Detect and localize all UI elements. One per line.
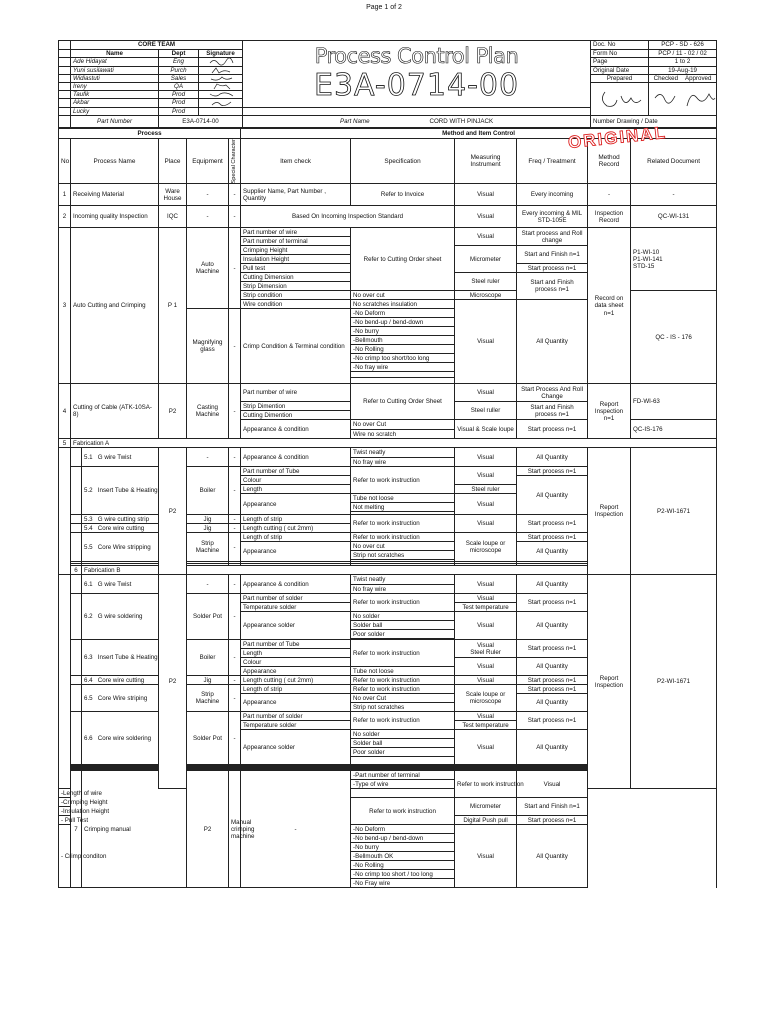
measuring-instrument: Visual — [455, 676, 517, 685]
specification: -No Rolling — [351, 345, 455, 354]
col-specification: Specification — [351, 139, 455, 184]
measuring-instrument: Steel ruller — [455, 402, 517, 420]
original-stamp: ORIGINAL — [567, 122, 668, 153]
equipment: Casting Machine — [187, 384, 229, 439]
item-check: Part number of wire — [241, 384, 351, 402]
special-character: - — [229, 685, 241, 712]
method-record: Report Inspection — [588, 575, 631, 789]
equipment: Manual crimping machine — [229, 771, 241, 888]
part-number-value: E3A-0714-00 — [159, 115, 243, 127]
specification: Refer to Invoice — [351, 184, 455, 206]
frequency: Start and Finish process n=1 — [517, 273, 588, 300]
member-dept: QA — [159, 82, 199, 90]
sub-process: 5.5 Core Wire stripping — [82, 533, 159, 562]
related-document: FD-WI-63 — [631, 384, 717, 420]
special-character: - — [229, 206, 241, 228]
item-check: Length cutting ( cut 2mm) — [241, 676, 351, 685]
item-check: Temperature solder — [241, 603, 351, 612]
col-related-document: Related Document — [631, 139, 717, 184]
specification: -No burry — [351, 327, 455, 336]
specification: No fray wire — [351, 458, 455, 467]
related-document: QC - IS - 176 — [631, 291, 717, 384]
col-signature: Signature — [199, 50, 243, 58]
process-name: Cutting of Cable (ATK-10SA-8) — [71, 384, 159, 439]
specification: No solder — [351, 612, 455, 621]
specification: Refer to work instruction — [351, 685, 455, 694]
frequency: Start and Finish n=1 — [517, 246, 588, 264]
related-document: QC-IS-176 — [631, 420, 717, 439]
equipment: - — [187, 184, 229, 206]
specification: Poor solder — [351, 630, 455, 639]
specification: No fray wire — [351, 585, 455, 594]
item-check: Strip condition — [241, 291, 351, 300]
method-record: - — [588, 184, 631, 206]
item-check: Appearance & condition — [241, 448, 351, 467]
page-label: Page 1 of 2 — [366, 4, 402, 11]
member-dept: Prod — [159, 107, 199, 115]
method-record: Record on data sheet n=1 — [588, 228, 631, 384]
specification: Refer to work instruction — [351, 515, 455, 533]
specification: Strip not scratches — [351, 551, 455, 560]
specification: -Bellmouth OK — [351, 852, 455, 861]
sub-process: 6.5 Core Wire striping — [82, 685, 159, 712]
frequency: All Quantity — [517, 476, 588, 515]
equipment: Auto Machine — [187, 228, 229, 309]
item-check: Cutting Dimension — [241, 273, 351, 282]
member-name: Ade Hidayat — [71, 58, 159, 66]
frequency: Start process n=1 — [517, 685, 588, 694]
col-measuring-instrument: Measuring Instrument — [455, 139, 517, 184]
measuring-instrument: Visual Steel Ruler — [455, 640, 517, 658]
section-fabrication-a: Fabrication A — [71, 439, 717, 448]
frequency: Start Process And Roll Change — [517, 384, 588, 402]
measuring-instrument: Test temperature — [455, 603, 517, 612]
specification: Wire no scratch — [351, 430, 455, 439]
row-no: 3 — [59, 228, 71, 384]
prepared-label: Prepared — [591, 74, 649, 82]
member-dept: Prod — [159, 91, 199, 99]
related-document: P2-WI-1671 — [631, 448, 717, 575]
measuring-instrument: Visual — [455, 467, 517, 485]
specification: -No bend-up / bend-down — [351, 318, 455, 327]
specification: -No crimp too short/too long — [351, 354, 455, 363]
measuring-instrument: Test temperature — [455, 721, 517, 730]
row-no: 7 — [71, 771, 82, 888]
measuring-instrument: Visual — [455, 448, 517, 467]
measuring-instrument: Scale loupe or microscope — [455, 685, 517, 712]
control-plan-table — [58, 128, 717, 888]
specification: Refer to work instruction — [351, 676, 455, 685]
checked-approved-signatures — [649, 82, 717, 115]
measuring-instrument: Visual — [455, 494, 517, 515]
measuring-instrument: Visual — [455, 228, 517, 246]
specification: Poor solder — [351, 748, 455, 757]
item-check: Appearance solder — [241, 730, 351, 765]
special-character: - — [229, 712, 241, 765]
equipment: Jig — [187, 676, 229, 685]
sub-process: 6.6 Core wire soldering — [82, 712, 159, 765]
sub-process: 6.2 G wire soldering — [82, 594, 159, 640]
specification: -No Deform — [351, 825, 455, 834]
special-character: - — [229, 575, 241, 594]
table-row — [59, 184, 717, 206]
control-plan-sheet — [58, 40, 716, 960]
specification: No solder — [351, 730, 455, 739]
item-check: Part number of wire — [241, 228, 351, 237]
specification: No over Cut — [351, 694, 455, 703]
item-check: -Insulation Height — [59, 807, 71, 816]
prepared-signature — [591, 82, 649, 115]
frequency: All Quantity — [517, 825, 588, 888]
equipment: Boiler — [187, 640, 229, 676]
equipment: Magnifying glass — [187, 309, 229, 384]
specification: Twist neatly — [351, 448, 455, 458]
special-character: - — [229, 594, 241, 640]
specification: Refer to work instruction — [351, 798, 455, 825]
frequency: Start process n=1 — [517, 676, 588, 685]
specification: No over cut — [351, 291, 455, 300]
member-name: Widiastuti — [71, 74, 159, 82]
signature — [199, 91, 243, 99]
original-date-value: 19-Aug-19 — [649, 66, 717, 74]
special-character: - — [229, 676, 241, 685]
measuring-instrument: Visual — [455, 300, 517, 384]
frequency: Start process n=1 — [517, 640, 588, 658]
member-name: Lucky — [71, 107, 159, 115]
frequency: Start process n=1 — [517, 264, 588, 273]
specification: -No Fray wire — [351, 879, 455, 888]
related-document: QC-WI-131 — [631, 206, 717, 228]
item-check: Length — [241, 649, 351, 658]
frequency: All Quantity — [517, 575, 588, 594]
measuring-instrument: Steel ruler — [455, 273, 517, 291]
measuring-instrument: Digital Push pull — [455, 816, 517, 825]
row-no: 6 — [71, 566, 82, 575]
frequency: Every incoming & MIL STD-105E — [517, 206, 588, 228]
specification: -No Deform — [351, 309, 455, 318]
method-record: Inspection Record — [588, 206, 631, 228]
process-name: Incoming quality Inspection — [71, 206, 159, 228]
item-check: -Crimping Height — [59, 798, 71, 807]
item-check: Length — [241, 485, 351, 494]
member-name: Taufik — [71, 91, 159, 99]
signature — [199, 99, 243, 107]
special-character: - — [229, 228, 241, 309]
equipment: - — [187, 448, 229, 467]
item-check: Appearance — [241, 542, 351, 562]
item-check: - Crimp conditon — [59, 825, 71, 888]
col-name: Name — [71, 50, 159, 58]
item-check: Part number of solder — [241, 594, 351, 603]
item-check: Supplier Name, Part Number , Quantity — [241, 184, 351, 206]
item-check: Strip Dimension — [241, 282, 351, 291]
related-document: P2-WI-1671 — [631, 575, 717, 789]
measuring-instrument: Visual — [455, 712, 517, 721]
specification: Refer to Cutting Order sheet — [351, 228, 455, 291]
item-check: Strip Dimention — [241, 402, 351, 411]
col-place: Place — [159, 139, 187, 184]
sub-process: 6.1 G wire Twist — [82, 575, 159, 594]
frequency: Start process and Roll change — [517, 228, 588, 246]
item-check: Length cutting ( cut 2mm) — [241, 524, 351, 533]
specification: Solder ball — [351, 739, 455, 748]
item-check: Appearance — [241, 694, 351, 712]
frequency: All Quantity — [517, 300, 588, 384]
frequency: All Quantity — [517, 448, 588, 467]
special-character: - — [241, 771, 351, 888]
equipment: Solder Pot — [187, 712, 229, 765]
frequency: Start process n=1 — [517, 515, 588, 533]
item-check: Part number of solder — [241, 712, 351, 721]
signature — [199, 82, 243, 90]
specification: -No bend-up / bend-down — [351, 834, 455, 843]
frequency: Start process n=1 — [517, 712, 588, 730]
frequency: All Quantity — [517, 730, 588, 765]
specification: Refer to work instruction — [351, 594, 455, 612]
equipment: Strip Machine — [187, 533, 229, 562]
sub-process: 5.1 G wire Twist — [82, 448, 159, 467]
item-check: Wire condition — [241, 300, 351, 309]
signature — [199, 107, 243, 115]
item-check: Length of strip — [241, 515, 351, 524]
measuring-instrument: Visual — [455, 184, 517, 206]
row-no: 5 — [59, 439, 71, 448]
table-row — [59, 206, 717, 228]
process-name: Auto Cutting and Crimping — [71, 228, 159, 384]
measuring-instrument: Micrometer — [455, 246, 517, 273]
item-check: Length of strip — [241, 533, 351, 542]
equipment: Strip Machine — [187, 685, 229, 712]
special-character: - — [229, 309, 241, 384]
specification: -No fray wire — [351, 363, 455, 372]
sub-process: 5.4 Core wire cutting — [82, 524, 159, 533]
equipment: Boiler — [187, 467, 229, 515]
item-check: Part number of terminal — [241, 237, 351, 246]
special-character: - — [229, 467, 241, 515]
special-character: - — [229, 640, 241, 676]
page-value: 1 to 2 — [649, 58, 717, 66]
item-check: Appearance solder — [241, 612, 351, 640]
frequency: Start process n=1 — [517, 594, 588, 612]
form-no-label: Form No — [591, 50, 649, 58]
member-dept: Purch — [159, 66, 199, 74]
item-check: -Type of wire — [351, 780, 455, 789]
place: P 1 — [159, 228, 187, 384]
col-special-character: Special Character — [231, 139, 238, 184]
number-drawing-label: Number Drawing / Date — [591, 115, 717, 127]
equipment: - — [187, 575, 229, 594]
item-check: Colour — [241, 658, 351, 667]
col-equipment: Equipment — [187, 139, 229, 184]
frequency: All Quantity — [517, 542, 588, 562]
item-check: Length of strip — [241, 685, 351, 694]
row-no: 2 — [59, 206, 71, 228]
specification: Tube not loose — [351, 667, 455, 676]
related-document: - — [631, 184, 717, 206]
place: P2 — [159, 575, 187, 789]
item-check: Part number of Tube — [241, 640, 351, 649]
measuring-instrument: Scale loupe or microscope — [455, 533, 517, 562]
original-date-label: Original Date — [591, 66, 649, 74]
row-no: 4 — [59, 384, 71, 439]
col-process-name: Process Name — [71, 139, 159, 184]
specification: Strip not scratches — [351, 703, 455, 712]
frequency: Start and Finish n=1 — [517, 798, 588, 816]
specification: -No burry — [351, 843, 455, 852]
col-item-check: Item check — [241, 139, 351, 184]
measuring-instrument: Visual — [455, 658, 517, 676]
sub-process: 6.4 Core wire cutting — [82, 676, 159, 685]
sub-process: 6.3 Insert Tube & Heating — [82, 640, 159, 676]
specification: -No Rolling — [351, 861, 455, 870]
process-name: Crimping manual — [82, 771, 187, 888]
signature — [199, 58, 243, 66]
form-no-value: PCP / 11 - 02 / 02 — [649, 50, 717, 58]
member-dept: Sales — [159, 74, 199, 82]
measuring-instrument: Visual — [455, 730, 517, 765]
place: IQC — [159, 206, 187, 228]
measuring-instrument: Visual — [455, 384, 517, 402]
measuring-instrument: Microscope — [455, 291, 517, 300]
frequency: Start process n=1 — [517, 816, 588, 825]
col-dept: Dept — [159, 50, 199, 58]
item-check: Based On Incoming Inspection Standard — [241, 206, 455, 228]
sub-process: 5.3 G wire cutting strip — [82, 515, 159, 524]
item-check: Cutting Dimention — [241, 411, 351, 420]
part-number-label: Part Number — [71, 115, 159, 127]
member-name: Yuni susilawati — [71, 66, 159, 74]
item-check: Crimp Condition & Terminal condition — [241, 309, 351, 384]
specification: No over cut — [351, 542, 455, 551]
equipment: - — [187, 206, 229, 228]
document-title: Process Control Plan — [314, 44, 519, 69]
place: P2 — [187, 771, 229, 888]
specification: -Bellmouth — [351, 336, 455, 345]
special-character: - — [229, 524, 241, 533]
measuring-instrument: Visual — [455, 825, 517, 888]
special-character: - — [229, 184, 241, 206]
specification: -No crimp too short / too long — [351, 870, 455, 879]
place: P2 — [159, 448, 187, 575]
frequency: Every incoming — [517, 184, 588, 206]
item-check: Appearance — [241, 667, 351, 676]
measuring-instrument: Visual — [517, 771, 588, 798]
item-check: Temperature solder — [241, 721, 351, 730]
item-check: Appearance & condition — [241, 420, 351, 439]
item-check: Colour — [241, 476, 351, 485]
equipment: Solder Pot — [187, 594, 229, 640]
specification: Refer to work instruction — [351, 533, 455, 542]
item-check: Appearance & condition — [241, 575, 351, 594]
equipment: Jig — [187, 515, 229, 524]
core-team-header: CORE TEAM — [71, 41, 243, 50]
member-dept: Prod — [159, 99, 199, 107]
part-name-cell: Part Name CORD WITH PINJACK — [243, 115, 591, 127]
signature — [199, 66, 243, 74]
special-character: - — [229, 448, 241, 467]
measuring-instrument: Visual — [455, 515, 517, 533]
frequency: Start process n=1 — [517, 420, 588, 439]
equipment: Jig — [187, 524, 229, 533]
frequency: Start process n=1 — [517, 533, 588, 542]
method-section-header: Method and Item Control — [241, 129, 717, 139]
specification: No over Cut — [351, 420, 455, 430]
measuring-instrument: Micrometer — [455, 798, 517, 816]
process-name: Receiving Material — [71, 184, 159, 206]
document-number: E3A-0714-00 — [313, 67, 520, 103]
specification: Twist neatly — [351, 575, 455, 585]
section-fabrication-b: Fabrication B — [82, 566, 717, 575]
specification: Solder ball — [351, 621, 455, 630]
member-name: Akbar — [71, 99, 159, 107]
measuring-instrument: Visual & Scale loupe — [455, 420, 517, 439]
doc-no-value: PCP - SD - 626 — [649, 41, 717, 50]
item-check: Insulation Height — [241, 255, 351, 264]
special-character: - — [229, 533, 241, 562]
item-check: Pull test — [241, 264, 351, 273]
specification: Refer to work instruction — [351, 712, 455, 730]
row-no: 1 — [59, 184, 71, 206]
item-check: - Pull Test — [59, 816, 71, 825]
frequency: All Quantity — [517, 694, 588, 712]
method-record: Report Inspection — [588, 448, 631, 575]
col-no: No — [59, 139, 71, 184]
specification: No scratches insulation — [351, 300, 455, 309]
item-check: Part number of Tube — [241, 467, 351, 476]
specification: Refer to work instruction — [351, 640, 455, 667]
page-label-cell: Page — [591, 58, 649, 66]
measuring-instrument: Visual — [455, 575, 517, 594]
signature — [199, 74, 243, 82]
item-check: -Length of wire — [59, 789, 71, 798]
frequency: Start process n=1 — [517, 467, 588, 476]
specification: Refer to work instruction — [455, 771, 517, 798]
method-record: Report Inspection n=1 — [588, 384, 631, 439]
specification: Tube not loose — [351, 494, 455, 503]
place: Ware House — [159, 184, 187, 206]
item-check: Appearance — [241, 494, 351, 515]
place: P2 — [159, 384, 187, 439]
col-freq-treatment: Freq / Treatment — [517, 139, 588, 184]
item-check: -Part number of terminal — [351, 771, 455, 780]
doc-no-label: Doc. No — [591, 41, 649, 50]
specification: Refer to work instruction — [351, 467, 455, 494]
process-section-header: Process — [59, 129, 241, 139]
header-table — [58, 40, 717, 128]
frequency: All Quantity — [517, 658, 588, 676]
frequency: All Quantity — [517, 612, 588, 640]
checked-approved-labels: Checked Approved — [649, 74, 717, 82]
frequency: Start and Finish process n=1 — [517, 402, 588, 420]
special-character: - — [229, 515, 241, 524]
member-name: Ireny — [71, 82, 159, 90]
specification: Not melting — [351, 503, 455, 512]
measuring-instrument: Visual — [455, 206, 517, 228]
special-character: - — [229, 384, 241, 439]
item-check: Crimping Height — [241, 246, 351, 255]
specification: Refer to Cutting Order Sheet — [351, 384, 455, 420]
measuring-instrument: Visual — [455, 594, 517, 603]
sub-process: 5.2 Insert Tube & Heating — [82, 467, 159, 515]
member-dept: Eng — [159, 58, 199, 66]
measuring-instrument: Steel ruler — [455, 485, 517, 494]
related-documents: P1-WI-10 P1-WI-141 STD-15 — [631, 228, 717, 291]
measuring-instrument: Visual — [455, 612, 517, 640]
col-method-record: Method Record — [588, 139, 631, 184]
